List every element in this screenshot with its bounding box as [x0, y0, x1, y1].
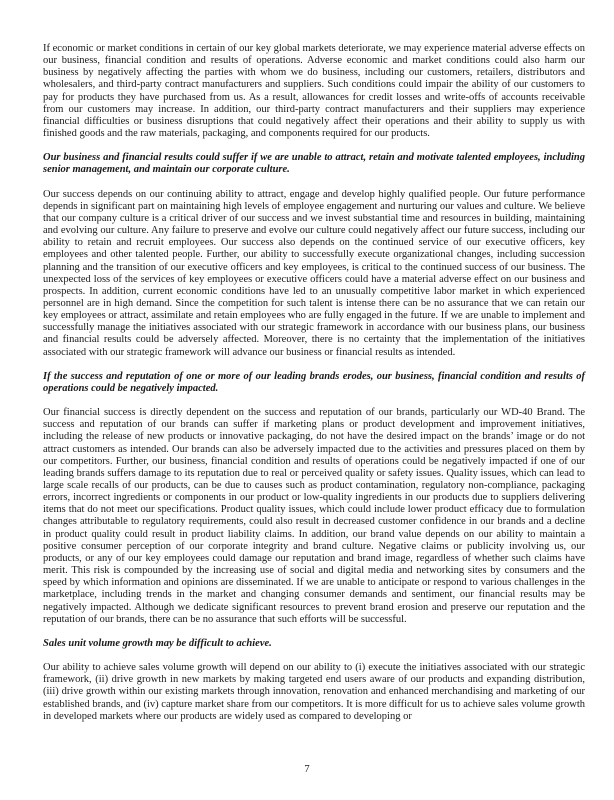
paragraph-sales-volume-growth: Our ability to achieve sales volume growth will depend on our ability to (i) execute the initiatives associated with our strategic framework, (ii) drive growth in new markets by making targeted end users aware of our products and expanding distribution, (iii) drive growth within our existing markets through innovation, renovation and enhanced merchandising and marketing of our established brands, and (iv) capture market share from our competitors. It is more difficult for us to achieve sales volume growth in developed markets where our products are widely used as compared to developing or — [43, 662, 585, 722]
paragraph-brand-success: Our financial success is directly dependent on the success and reputation of our brands, particularly our WD-40 Brand. The success and reputation of our brands can suffer if marketing plans or product development and improvement initiatives, including the release of new products or innovative packaging, do not have the desired impact on the brands’ image or do not attract customers as intended. Our brands can also be adversely impacted due to the activities and pressures placed on them by our competitors. Further, our business, financial condition and results of operations could be negatively impacted if one of our leading brands suffers damage to its reputation due to real or perceived quality or safety issues. Quality issues, which can lead to large scale recalls of our products, can be due to causes such as product contamination, regulatory non-compliance, packaging errors, incorrect ingredients or components in our product or low-quality ingredients in our products due to suppliers delivering items that do not meet our specifications. Product quality issues, which could include lower product efficacy due to formulation changes attributable to regulatory requirements, could also result in decreased customer confidence in our brands and a decline in product quality could result in product liability claims. In addition, our brand value depends on our ability to maintain a positive consumer perception of our corporate integrity and brand culture. Negative claims or publicity involving us, our products, or any of our key employees could damage our reputation and brand image, regardless of whether such claims have merit. This risk is compounded by the increasing use of social and digital media and networking sites by consumers and the speed by which information and opinions are disseminated. If we are unable to anticipate or respond to various challenges in the marketplace, including trends in the market and changing consumer demands and sentiment, our financial results may be negatively impacted. Although we dedicate significant resources to prevent brand erosion and preserve our reputation and the reputation of our brands, there can be no assurance that such efforts will be successful. — [43, 407, 585, 625]
page-number: 7 — [304, 764, 310, 775]
risk-heading-brand-reputation: If the success and reputation of one or more of our leading brands erodes, our business, financial condition and results of operations could be negatively impacted. — [43, 370, 585, 394]
risk-heading-sales-volume: Sales unit volume growth may be difficult to achieve. — [43, 637, 272, 649]
risk-heading-talented-employees: Our business and financial results could suffer if we are unable to attract, retain and motivate talented employees, including senior management, and maintain our corporate culture. — [43, 152, 585, 176]
paragraph-employee-culture: Our success depends on our continuing ability to attract, engage and develop highly qualified people. Our future performance depends in significant part on maintaining high levels of employee engagement and nurturing our values and culture. We believe that our company culture is a critical driver of our success and we invest substantial time and resources in building, maintaining and evolving our culture. Any failure to preserve and evolve our culture could negatively affect our future success, including our ability to retain and recruit employees. Our success also depends on the continued service of our executive officers, key employees and other talented people. Further, our ability to successfully execute organizational changes, including succession planning and the transition of our executive officers and key employees, is critical to the continued success of our business. The unexpected loss of the services of key employees or executive officers could have a material adverse effect on our business and prospects. In addition, current economic conditions have led to an unusually competitive labor market in which experienced personnel are in high demand. Since the competition for such talent is intense there can be no assurance that we can retain our key employees or attract, assimilate and retain employees who are fully engaged in the future. If we are unable to implement and successfully manage the initiatives associated with our strategic framework in accordance with our business plans, our business and financial results could be adversely affected. Moreover, there is no certainty that the implementation of the initiatives associated with our strategic framework will advance our business or financial results as intended. — [43, 188, 585, 358]
paragraph-economic-conditions: If economic or market conditions in certain of our key global markets deteriorate, we may experience material adverse effects on our business, financial condition and results of operations. Adverse economic and market conditions could also harm our business by negatively affecting the parties with whom we do business, including our customers, retailers, distributors and wholesalers, and third-party contract manufacturers and suppliers. Such conditions could impair the ability of our customers to pay for products they have purchased from us. As a result, allowances for credit losses and write-offs of accounts receivable from our customers may increase. In addition, our third-party contract manufacturers and their suppliers may experience financial difficulties or business disruptions that could negatively affect their operations and their ability to supply us with finished goods and the raw materials, packaging, and components required for our products. — [43, 43, 585, 140]
